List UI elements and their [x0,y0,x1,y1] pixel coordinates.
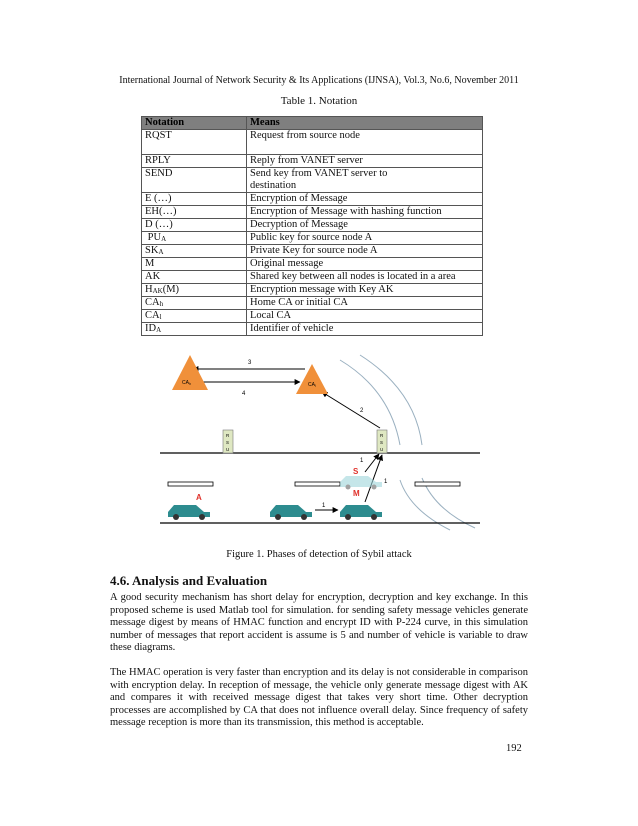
home-ca-label: $CA_h$ [182,380,191,386]
paragraph: A good security mechanism has short delay for encryption, decryption and key exchange. In this proposed scheme is used Matlab tool for simulation. for sending safety message vehicles generate message digest by means of HMAC function and encrypt ID with P-224 curve, in this simulation number of messages that report accident is assume is 5 and number of vehicle is variable to draw these diagrams. [110,592,528,653]
means-text: Send key from VANET server to [250,168,388,179]
notation-cell: EH(…) [142,206,247,219]
table-caption: Table 1. Notation [280,95,358,107]
rsu-letter: U [226,447,230,452]
road-curve-line [360,355,422,445]
rsu-letter: S [226,440,230,445]
vehicle-m [340,505,382,520]
local-ca-label: $CA_l$ [308,382,316,388]
notation-subscript: h [159,300,164,308]
rsu-letter: U [380,447,384,452]
arrow-label-2: 2 [360,408,364,414]
page-number: 192 [506,743,522,754]
paragraph: The HMAC operation is very faster than encryption and its delay is not considerable in comparison with encryption delay. In reception of message, the vehicle only generate message digest with AK and compares it with received message digest that takes very short time. Other decryption processes are accomplished by CA that does not influence overall delay. Since frequency of safety message reception is more than its transmission, this method is acceptable. [110,667,528,728]
table-row [142,284,483,297]
means-cell: Encryption of Message with hashing function [247,206,483,219]
means-cell: Encryption message with Key AK [247,284,483,297]
notation-base: H [145,284,153,295]
notation-base: CA [145,310,160,321]
notation-subscript: AK [152,287,163,295]
column-header-notation: Notation [142,117,247,130]
notation-subscript: l [159,313,162,321]
rsu-letter: S [380,440,384,445]
means-cell: Decryption of Message [247,219,483,232]
arrow-label-1b: 1 [384,479,388,485]
rsu-letter: R [380,433,384,438]
road-curve-line [340,360,400,445]
arrow-label-3: 3 [248,360,252,366]
notation-table [141,116,483,336]
means-cell [247,168,483,193]
arrow-label-4: 4 [242,391,246,397]
table-row [142,297,483,310]
means-cell: Shared key between all nodes is located in a area [247,271,483,284]
means-cell: Original message [247,258,483,271]
sybil-detection-figure [160,350,480,535]
notation-suffix: (M) [162,284,180,295]
notation-cell: RPLY [142,155,247,168]
table-row [142,130,483,155]
notation-cell [142,232,247,245]
table-row [142,232,483,245]
notation-cell: D (…) [142,219,247,232]
table-header-row [142,117,483,130]
means-text-continued: destination [250,180,297,191]
table-row [142,245,483,258]
arrow-label-1c: 1 [322,503,326,509]
vehicle-label-m: M [353,489,360,498]
lane-marking [295,482,340,486]
means-cell: Home CA or initial CA [247,297,483,310]
vehicle-label-a: A [196,493,202,502]
notation-subscript: A [158,248,164,256]
figure-caption: Figure 1. Phases of detection of Sybil attack [226,549,412,560]
journal-header: International Journal of Network Security & Its Applications (IJNSA), Vol.3, No.6, November 2011 [119,75,519,86]
table-row [142,271,483,284]
lane-marking [415,482,460,486]
means-cell: Identifier of vehicle [247,323,483,336]
column-header-means: Means [247,117,483,130]
table-row [142,323,483,336]
arrow-2 [322,392,380,428]
notation-cell [142,297,247,310]
notation-cell [142,284,247,297]
table-row [142,168,483,193]
notation-subscript: A [156,326,162,334]
notation-base: PU [145,232,162,243]
means-cell: Local CA [247,310,483,323]
arrow-label-1a: 1 [360,458,364,464]
table-row [142,219,483,232]
notation-cell: AK [142,271,247,284]
vehicle-a [168,505,210,520]
notation-cell: E (…) [142,193,247,206]
means-cell: Request from source node [247,130,483,155]
notation-cell [142,310,247,323]
rsu-letter: R [226,433,230,438]
notation-cell: M [142,258,247,271]
notation-base: SK [145,245,159,256]
table-row [142,310,483,323]
section-heading: 4.6. Analysis and Evaluation [110,573,268,588]
vehicle-middle [270,505,312,520]
means-cell: Encryption of Message [247,193,483,206]
notation-subscript: A [161,235,167,243]
notation-cell [142,245,247,258]
table-row [142,155,483,168]
notation-cell: RQST [142,130,247,155]
table-row [142,206,483,219]
lane-marking [168,482,213,486]
means-cell: Private Key for source node A [247,245,483,258]
table-row [142,258,483,271]
notation-cell [142,323,247,336]
table-row [142,193,483,206]
means-cell: Reply from VANET server [247,155,483,168]
notation-base: CA [145,297,160,308]
means-cell: Public key for source node A [247,232,483,245]
notation-base: ID [145,323,157,334]
vehicle-s [340,476,382,490]
vehicle-label-s: S [353,467,359,476]
notation-cell: SEND [142,168,247,193]
